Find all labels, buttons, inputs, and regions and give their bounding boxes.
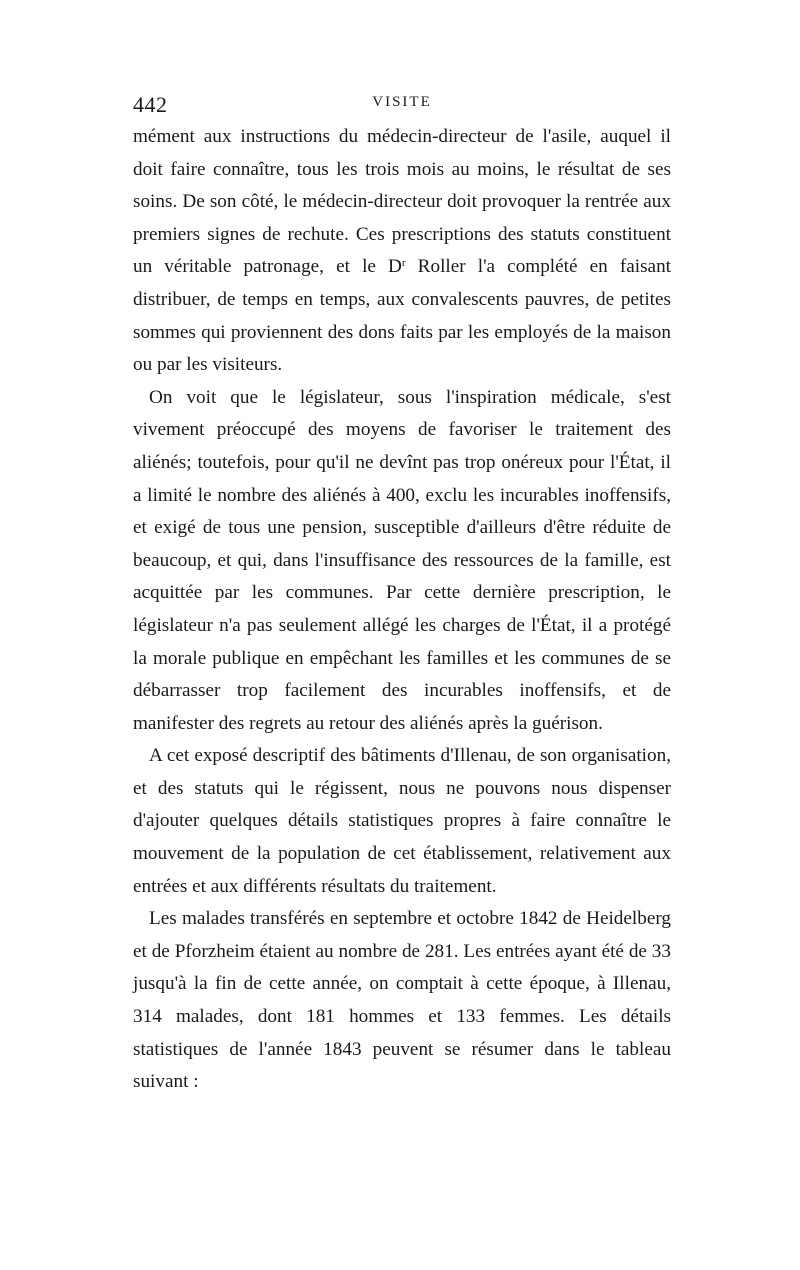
running-title: VISITE [372, 94, 432, 110]
paragraph-1-text-a: mément aux instructions du médecin-directeur de l'asile, auquel il doit faire connaître, tous les trois mois au moins, le résultat de ses soins. De son côté, le médecin-directeur doit provoquer la rentrée aux premiers signes de rechute. Ces prescriptions des statuts constituent un véritable patronage, et le D [133, 126, 671, 278]
paragraph-1-text-b: Roller l'a complété en faisant distribuer, de temps en temps, aux convalescents pauvres, de petites sommes qui proviennent des dons faits par les employés de la maison ou par les visiteurs. [133, 256, 671, 376]
paragraph-2: On voit que le législateur, sous l'inspiration médicale, s'est vivement préoccupé des moyens de favoriser le traitement des aliénés; toutefois, pour qu'il ne devînt pas trop onéreux pour l'État, il a limité le nombre des aliénés à 400, exclu les incurables inoffensifs, et exigé de tous une pension, susceptible d'ailleurs d'être réduite de beaucoup, et qui, dans l'insuffisance des ressources de la famille, est acquittée par les communes. Par cette dernière prescription, le législateur n'a pas seulement allégé les charges de l'État, il a protégé la morale publique en empêchant les familles et les communes de se débarrasser trop facilement des incurables inoffensifs, et de manifester des regrets au retour des aliénés après la guérison. [133, 386, 671, 734]
paragraph-1 [133, 121, 671, 382]
page-number: 442 [133, 92, 168, 117]
page-header [133, 92, 671, 116]
paragraph-4: Les malades transférés en septembre et octobre 1842 de Heidelberg et de Pforzheim étaient au nombre de 281. Les entrées ayant été de 33 jusqu'à la fin de cette année, on comptait à cette époque, à Illenau, 314 malades, dont 181 hommes et 133 femmes. Les détails statistiques de l'année 1843 peuvent se résumer dans le tableau suivant : [133, 908, 671, 1093]
paragraph-3: A cet exposé descriptif des bâtiments d'Illenau, de son organisation, et des statuts qui le régissent, nous ne pouvons nous dispenser d'ajouter quelques détails statistiques propres à faire connaître le mouvement de la population de cet établissement, relativement aux entrées et aux différents résultats du traitement. [133, 745, 671, 897]
body-text [133, 121, 671, 1099]
doctor-abbreviation-superscript: r [401, 257, 406, 270]
